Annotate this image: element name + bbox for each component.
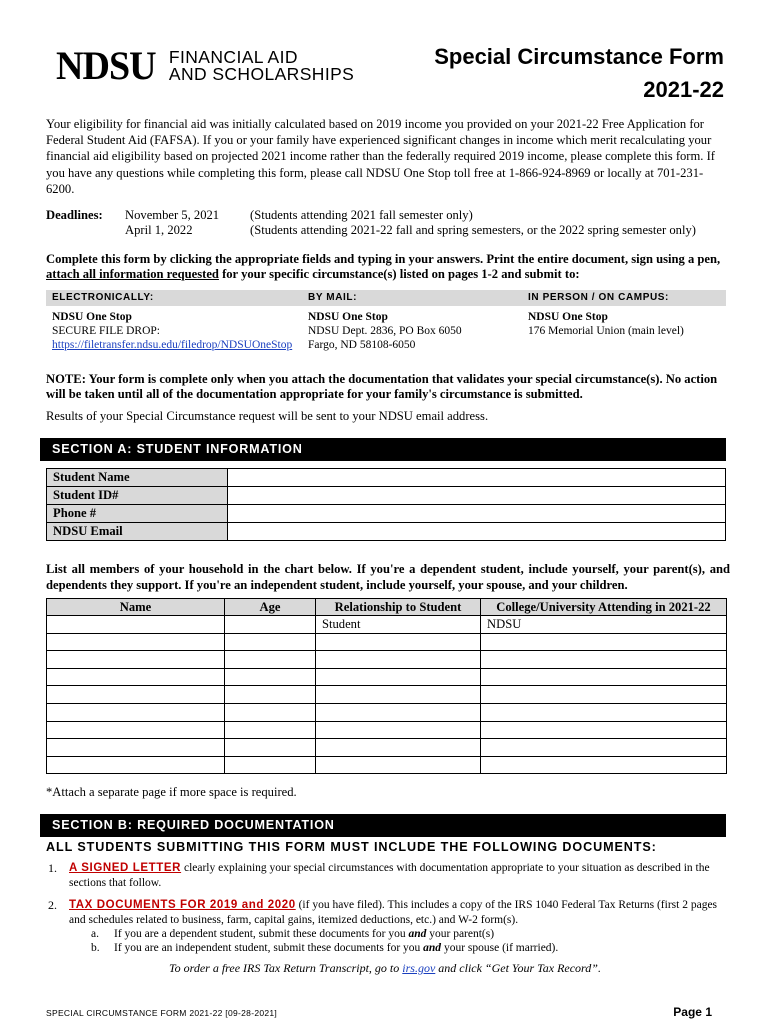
instructions-part-1: Complete this form by clicking the appropriate fields and typing in your answers. Print the entire document, sign using a pen, bbox=[46, 252, 721, 266]
electronic-label: SECURE FILE DROP: bbox=[52, 325, 160, 337]
member-age-field[interactable] bbox=[225, 703, 316, 721]
member-relationship-field[interactable] bbox=[316, 686, 481, 704]
sub-item-independent bbox=[114, 941, 558, 956]
mail-address-1: NDSU Dept. 2836, PO Box 6050 bbox=[308, 325, 462, 337]
member-age-field[interactable] bbox=[225, 616, 316, 634]
member-relationship-field[interactable]: Student bbox=[316, 616, 481, 634]
in-person-address: 176 Memorial Union (main level) bbox=[528, 325, 684, 337]
footer-form-id: SPECIAL CIRCUMSTANCE FORM 2021-22 [09-28-2021] bbox=[46, 1008, 278, 1018]
member-name-field[interactable] bbox=[47, 616, 225, 634]
sub-item-letter: a. bbox=[91, 928, 99, 940]
transcript-text: and click “Get Your Tax Record”. bbox=[435, 961, 601, 975]
section-a-header: SECTION A: STUDENT INFORMATION bbox=[40, 438, 726, 461]
deadline-date: April 1, 2022 bbox=[125, 223, 193, 237]
item-number: 1. bbox=[48, 861, 57, 875]
mail-address-2: Fargo, ND 58108-6050 bbox=[308, 339, 416, 351]
member-college-field[interactable]: NDSU bbox=[481, 616, 727, 634]
ndsu-email-label: NDSU Email bbox=[47, 523, 228, 541]
table-row bbox=[47, 668, 727, 686]
mail-column bbox=[308, 310, 462, 352]
member-age-field[interactable] bbox=[225, 668, 316, 686]
electronic-heading: ELECTRONICALLY: bbox=[52, 292, 154, 303]
table-row bbox=[47, 505, 726, 523]
sub-item-letter: b. bbox=[91, 942, 100, 954]
student-id-label: Student ID# bbox=[47, 487, 228, 505]
member-age-field[interactable] bbox=[225, 633, 316, 651]
member-name-field[interactable] bbox=[47, 668, 225, 686]
member-age-field[interactable] bbox=[225, 756, 316, 774]
table-row bbox=[47, 721, 727, 739]
household-instructions: List all members of your household in the chart below. If you're a dependent student, include yourself, your parent(s), and dependents they support. If you're an independent student, include yourself, your spouse, and your children. bbox=[46, 562, 730, 592]
table-row bbox=[47, 739, 727, 757]
section-b-header: SECTION B: REQUIRED DOCUMENTATION bbox=[40, 814, 726, 837]
member-name-field[interactable] bbox=[47, 703, 225, 721]
logo-text bbox=[169, 49, 354, 83]
logo-mark: NDSU bbox=[56, 43, 156, 88]
member-name-field[interactable] bbox=[47, 633, 225, 651]
mail-heading: BY MAIL: bbox=[308, 292, 358, 303]
member-relationship-field[interactable] bbox=[316, 668, 481, 686]
student-name-label: Student Name bbox=[47, 469, 228, 487]
form-title bbox=[434, 40, 724, 106]
member-relationship-field[interactable] bbox=[316, 651, 481, 669]
column-header-name: Name bbox=[47, 599, 225, 616]
member-college-field[interactable] bbox=[481, 703, 727, 721]
logo-line-2: AND SCHOLARSHIPS bbox=[168, 64, 355, 84]
item-number: 2. bbox=[48, 898, 57, 912]
member-name-field[interactable] bbox=[47, 651, 225, 669]
member-relationship-field[interactable] bbox=[316, 633, 481, 651]
member-name-field[interactable] bbox=[47, 721, 225, 739]
instructions-underlined: attach all information requested bbox=[46, 267, 219, 281]
member-relationship-field[interactable] bbox=[316, 721, 481, 739]
sub-item-dependent bbox=[114, 927, 494, 942]
logo-line-1: FINANCIAL AID bbox=[168, 47, 298, 67]
column-header-college: College/University Attending in 2021-22 bbox=[481, 599, 727, 616]
member-college-field[interactable] bbox=[481, 721, 727, 739]
table-row bbox=[47, 703, 727, 721]
household-header-row bbox=[47, 599, 727, 616]
member-college-field[interactable] bbox=[481, 668, 727, 686]
deadline-dates bbox=[125, 208, 219, 238]
member-college-field[interactable] bbox=[481, 756, 727, 774]
member-age-field[interactable] bbox=[225, 721, 316, 739]
member-college-field[interactable] bbox=[481, 651, 727, 669]
deadline-date: November 5, 2021 bbox=[125, 208, 220, 222]
student-id-field[interactable] bbox=[228, 487, 726, 505]
table-row bbox=[47, 651, 727, 669]
phone-field[interactable] bbox=[228, 505, 726, 523]
student-name-field[interactable] bbox=[228, 469, 726, 487]
member-college-field[interactable] bbox=[481, 686, 727, 704]
submit-methods-bar bbox=[46, 290, 726, 306]
member-college-field[interactable] bbox=[481, 633, 727, 651]
sub-item-emphasis: and bbox=[423, 942, 442, 954]
item-tax-documents bbox=[69, 898, 719, 927]
member-relationship-field[interactable] bbox=[316, 739, 481, 757]
column-header-relationship: Relationship to Student bbox=[316, 599, 481, 616]
ndsu-email-field[interactable] bbox=[228, 523, 726, 541]
table-row bbox=[47, 686, 727, 704]
irs-link[interactable]: irs.gov bbox=[402, 961, 436, 975]
form-title-year: 2021-22 bbox=[643, 77, 724, 102]
mail-office: NDSU One Stop bbox=[308, 311, 388, 323]
in-person-column bbox=[528, 310, 684, 338]
deadline-note: (Students attending 2021 fall semester only) bbox=[250, 208, 473, 222]
table-row bbox=[47, 756, 727, 774]
file-drop-link[interactable]: https://filetransfer.ndsu.edu/filedrop/NDSUOneStop bbox=[52, 339, 293, 351]
table-row bbox=[47, 523, 726, 541]
page-number: Page 1 bbox=[673, 1005, 712, 1019]
sub-item-text: your parent(s) bbox=[426, 928, 495, 940]
instructions bbox=[46, 252, 734, 282]
member-age-field[interactable] bbox=[225, 686, 316, 704]
member-relationship-field[interactable] bbox=[316, 756, 481, 774]
table-row bbox=[47, 487, 726, 505]
electronic-office: NDSU One Stop bbox=[52, 311, 132, 323]
student-info-table bbox=[46, 468, 726, 541]
electronic-column bbox=[52, 310, 292, 352]
instructions-part-2: for your specific circumstance(s) listed on pages 1-2 and submit to: bbox=[218, 267, 580, 281]
documents-heading: ALL STUDENTS SUBMITTING THIS FORM MUST INCLUDE THE FOLLOWING DOCUMENTS: bbox=[46, 840, 657, 854]
sub-item-text: If you are an independent student, submit these documents for you bbox=[114, 942, 424, 954]
completion-note: NOTE: Your form is complete only when you attach the documentation that validates your special circumstance(s). No action will be taken until all of the documentation appropriate for your family's circumstance is submitted. bbox=[46, 372, 718, 401]
item-signed-letter bbox=[69, 861, 719, 890]
household-table bbox=[46, 598, 727, 774]
intro-paragraph: Your eligibility for financial aid was initially calculated based on 2019 income you provided on your 2021-22 Free Application for Federal Student Aid (FAFSA). If you or your family have experienced significant changes in income which merit recalculating your financial aid eligibility based on projected 2021 income rather than the federally required 2019 income, please complete this form. If you have any questions while completing this form, please call NDSU One Stop toll free at 1-866-924-8969 or locally at 701-231-6200. bbox=[46, 117, 715, 196]
tax-documents-text: (if you have filed). This includes a copy of the IRS 1040 Federal Tax Returns (first 2 pages and schedules related to business, farm, capital gains, itemized deductions, etc.) and W-2 form(s). bbox=[69, 899, 718, 926]
transcript-note bbox=[0, 961, 770, 976]
member-college-field[interactable] bbox=[481, 739, 727, 757]
sub-item-emphasis: and bbox=[408, 928, 427, 940]
member-name-field[interactable] bbox=[47, 739, 225, 757]
member-name-field[interactable] bbox=[47, 756, 225, 774]
table-row bbox=[47, 616, 727, 634]
member-relationship-field[interactable] bbox=[316, 703, 481, 721]
deadline-note: (Students attending 2021-22 fall and spring semesters, or the 2022 spring semester only) bbox=[250, 223, 696, 237]
attach-note: *Attach a separate page if more space is required. bbox=[46, 785, 297, 799]
column-header-age: Age bbox=[225, 599, 316, 616]
form-title-line-1: Special Circumstance Form bbox=[434, 44, 724, 69]
deadline-notes bbox=[250, 208, 696, 238]
table-row bbox=[47, 633, 727, 651]
in-person-office: NDSU One Stop bbox=[528, 311, 608, 323]
ndsu-logo bbox=[56, 43, 355, 88]
table-row bbox=[47, 469, 726, 487]
in-person-heading: IN PERSON / ON CAMPUS: bbox=[528, 292, 669, 303]
member-age-field[interactable] bbox=[225, 739, 316, 757]
transcript-text: To order a free IRS Tax Return Transcript, go to bbox=[169, 961, 403, 975]
results-note: Results of your Special Circumstance request will be sent to your NDSU email address. bbox=[46, 409, 489, 423]
member-age-field[interactable] bbox=[225, 651, 316, 669]
sub-item-text: If you are a dependent student, submit these documents for you bbox=[114, 928, 409, 940]
deadlines-label: Deadlines: bbox=[46, 208, 103, 222]
signed-letter-text: clearly explaining your special circumstances with documentation appropriate to your situation as described in the sections that follow. bbox=[69, 862, 710, 889]
member-name-field[interactable] bbox=[47, 686, 225, 704]
sub-item-text: your spouse (if married). bbox=[441, 942, 559, 954]
tax-documents-highlight: TAX DOCUMENTS FOR 2019 and 2020 bbox=[69, 899, 296, 911]
signed-letter-highlight: A SIGNED LETTER bbox=[69, 862, 182, 874]
phone-label: Phone # bbox=[47, 505, 228, 523]
